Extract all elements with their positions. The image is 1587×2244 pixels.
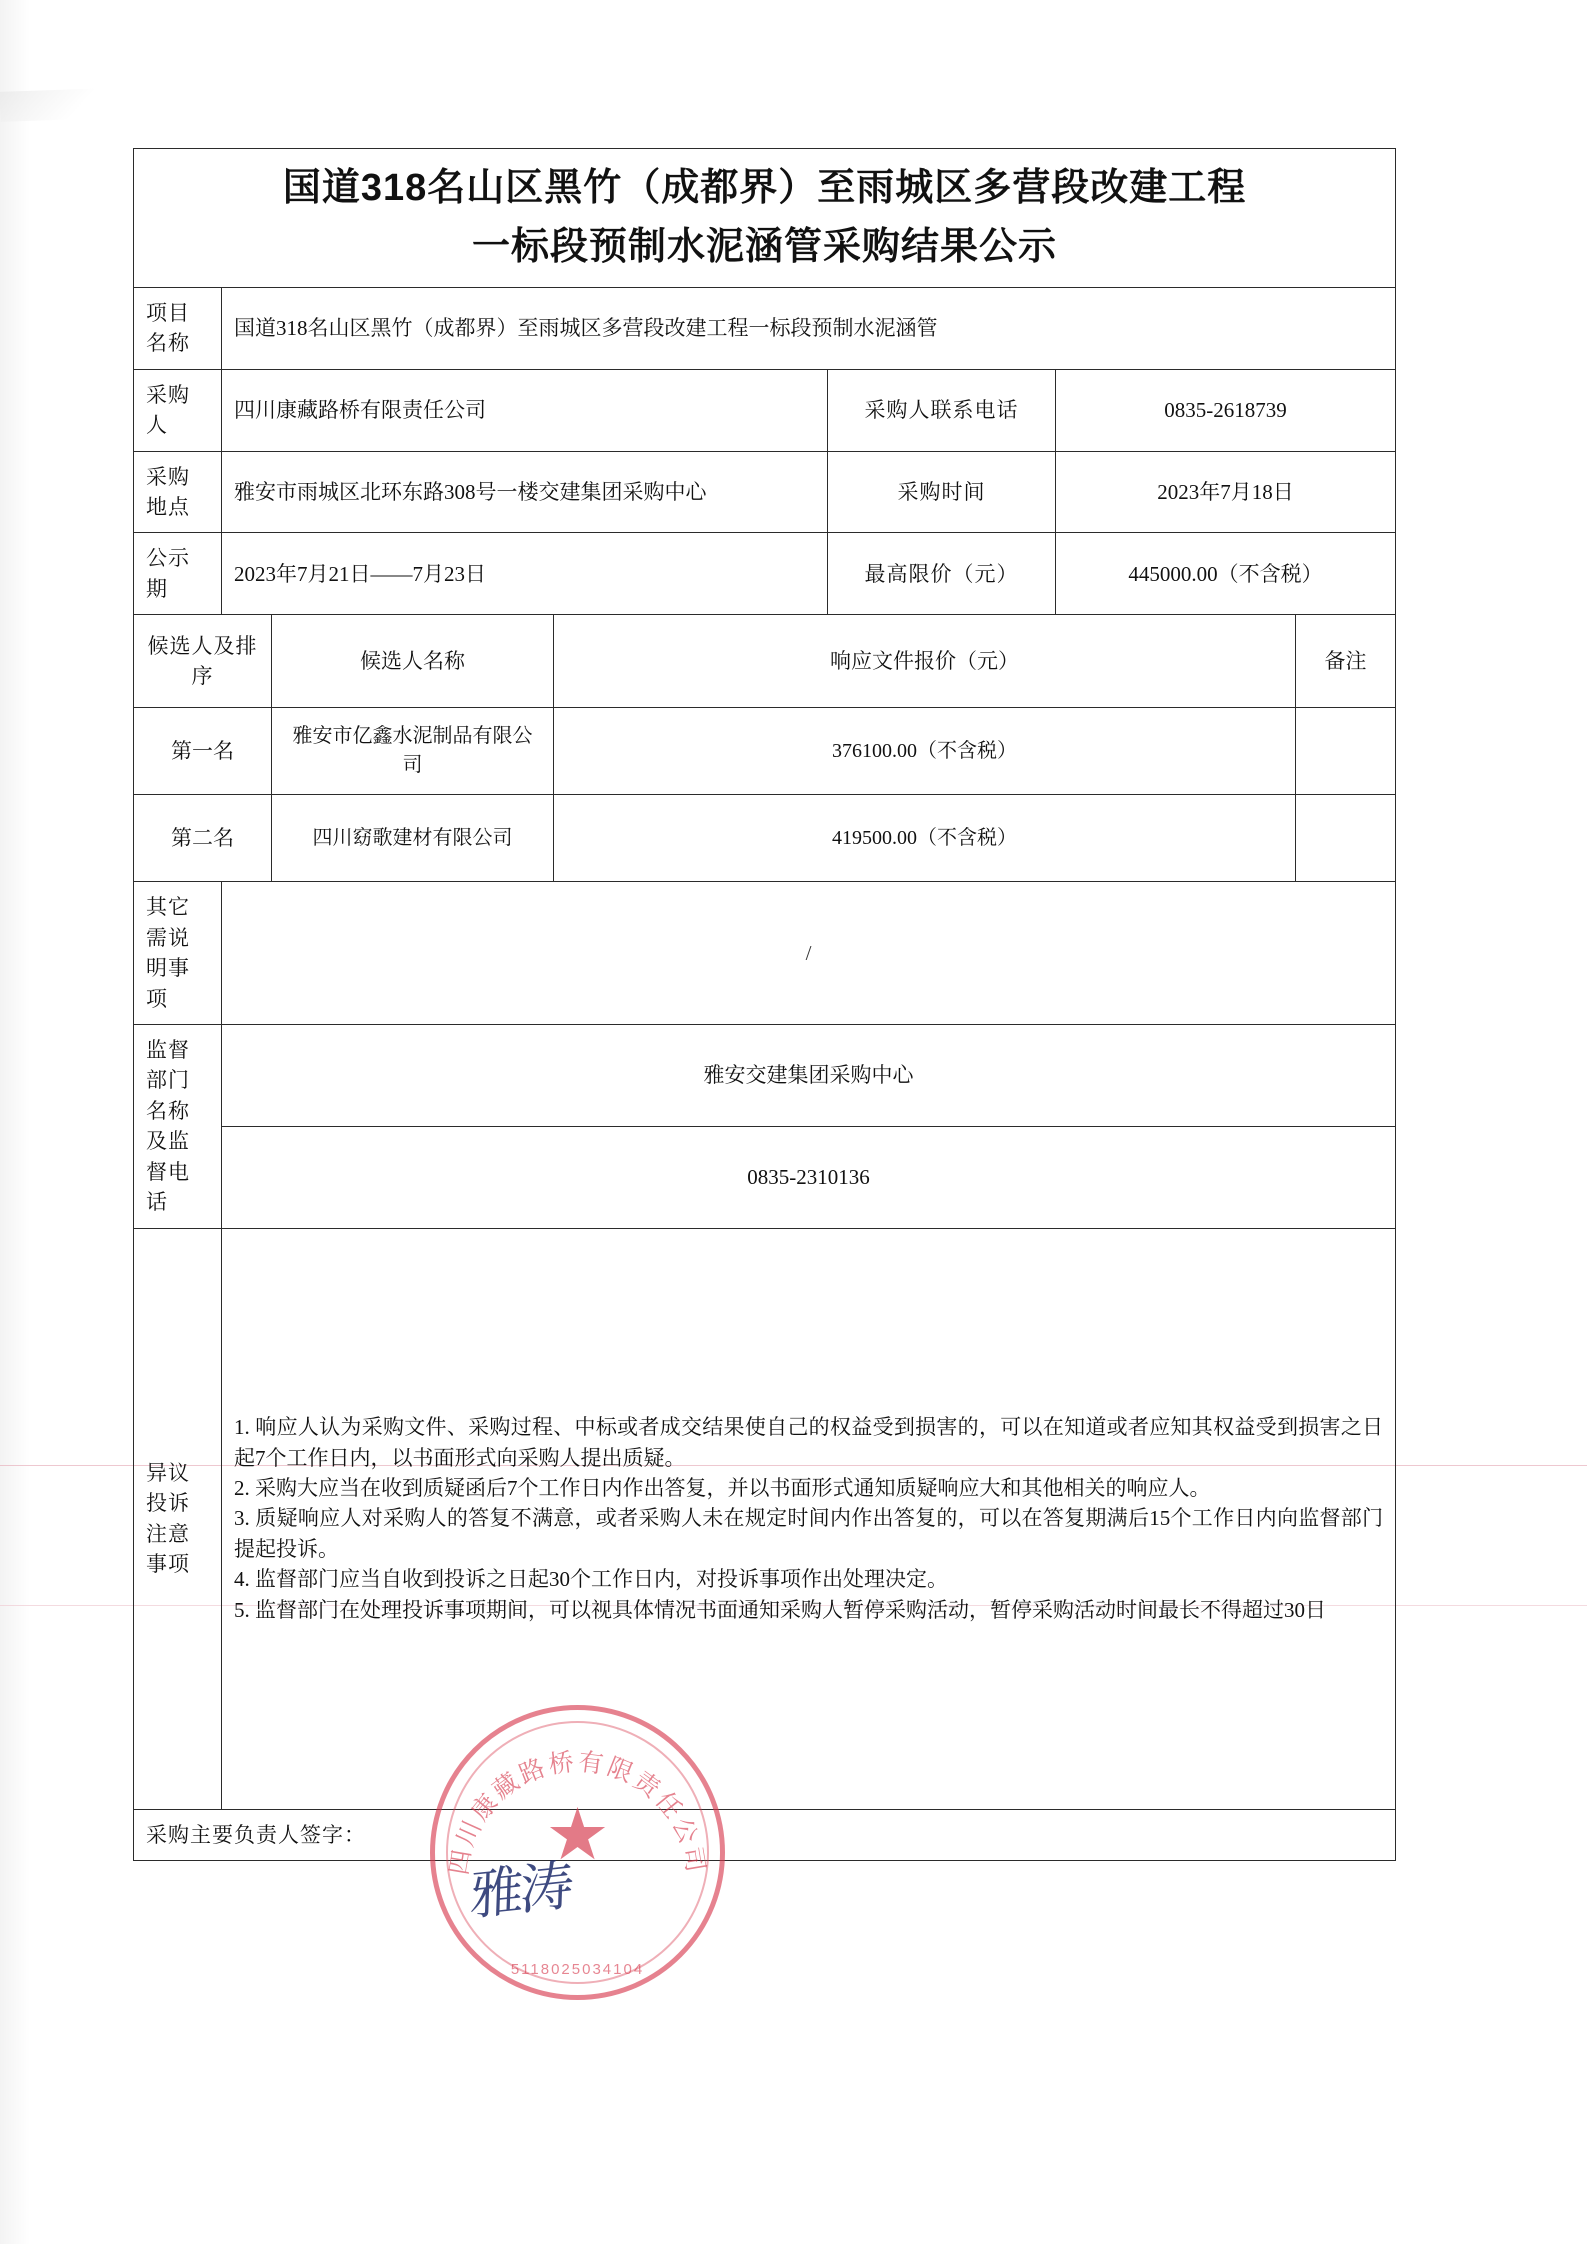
table-row-title [134,149,1396,288]
objection-item-5: 5. 监督部门在处理投诉事项期间，可以视具体情况书面通知采购人暂停采购活动，暂停采购活动时间最长不得超过30日 [234,1597,1326,1622]
label-purchase-place: 采购地点 [134,451,222,533]
objection-item-1: 1. 响应人认为采购文件、采购过程、中标或者成交结果使自己的权益受到损害的，可以在知道或者应知其权益受到损害之日起7个工作日内，以书面形式向采购人提出质疑。 [234,1415,1384,1470]
value-purchaser-phone: 0835-2618739 [1056,369,1396,451]
scan-corner-artifact [0,88,110,122]
candidate-remark-2 [1296,795,1396,882]
column-header-candidate-name: 候选人名称 [272,615,554,708]
label-purchaser-phone: 采购人联系电话 [828,369,1056,451]
table-row-project-name [134,287,1396,369]
column-header-candidate-remark: 备注 [1296,615,1396,708]
candidate-price-2: 419500.00（不含税） [554,795,1296,882]
document-title-cell [134,149,1396,288]
label-purchase-time: 采购时间 [828,451,1056,533]
label-publicity-period: 公示期 [134,533,222,615]
value-supervision-department: 雅安交建集团采购中心 [222,1025,1396,1127]
candidate-remark-1 [1296,708,1396,795]
column-header-candidate-price: 响应文件报价（元） [554,615,1296,708]
signature-label: 采购主要负责人签字： [134,1809,1396,1860]
candidate-rank-1: 第一名 [134,708,272,795]
value-purchaser: 四川康藏路桥有限责任公司 [222,369,828,451]
label-candidates: 候选人及排序 [134,615,272,708]
handwritten-signature: 雅涛 [469,1855,571,1927]
candidate-name-2: 四川窈歌建材有限公司 [272,795,554,882]
label-other-matters: 其它需说明事项 [134,882,222,1025]
label-max-price: 最高限价（元） [828,533,1056,615]
value-other-matters: / [222,882,1396,1025]
table-row-supervision-phone [134,1126,1396,1228]
scan-edge-artifact [0,0,30,2244]
seal-code-text: 5118025034104 [510,1961,645,1978]
table-row-purchase-place [134,451,1396,533]
candidate-name-1: 雅安市亿鑫水泥制品有限公司 [272,708,554,795]
table-row [134,795,1396,882]
objection-item-4: 4. 监督部门应当自收到投诉之日起30个工作日内，对投诉事项作出处理决定。 [234,1567,948,1592]
value-project-name: 国道318名山区黑竹（成都界）至雨城区多营段改建工程一标段预制水泥涵管 [222,287,1396,369]
value-purchase-time: 2023年7月18日 [1056,451,1396,533]
value-purchase-place: 雅安市雨城区北环东路308号一楼交建集团采购中心 [222,451,828,533]
table-row-supervision-department [134,1025,1396,1127]
candidate-rank-2: 第二名 [134,795,272,882]
value-max-price: 445000.00（不含税） [1056,533,1396,615]
objection-notice-body [222,1228,1396,1809]
objection-item-3: 3. 质疑响应人对采购人的答复不满意，或者采购人未在规定时间内作出答复的，可以在答复期满后15个工作日内向监督部门提起投诉。 [234,1506,1384,1561]
page-title-line-1: 国道318名山区黑竹（成都界）至雨城区多营段改建工程 [282,167,1247,209]
candidate-price-1: 376100.00（不含税） [554,708,1296,795]
table-row-candidates-header [134,615,1396,708]
document-page [133,148,1395,1861]
table-row-publicity-period [134,533,1396,615]
table-row [134,708,1396,795]
value-supervision-phone: 0835-2310136 [222,1126,1396,1228]
label-purchaser: 采购人 [134,369,222,451]
table-row-objection [134,1228,1396,1809]
label-supervision: 监督部门名称及监督电话 [134,1025,222,1229]
label-objection: 异议投诉注意事项 [134,1228,222,1809]
table-row-purchaser [134,369,1396,451]
value-publicity-period: 2023年7月21日——7月23日 [222,533,828,615]
label-project-name: 项目名称 [134,287,222,369]
objection-item-2: 2. 采购大应当在收到质疑函后7个工作日内作出答复，并以书面形式通知质疑响应大和其他相关的响应人。 [234,1476,1211,1500]
page-title-line-2: 一标段预制水泥涵管采购结果公示 [472,225,1058,268]
seal-company-text: 四川康藏路桥有限责任公司 [445,1747,710,1878]
table-row-other-matters [134,882,1396,1025]
table-row-signature [134,1809,1396,1860]
announcement-table [133,148,1396,1861]
seal-star-icon: ★ [545,1794,610,1875]
